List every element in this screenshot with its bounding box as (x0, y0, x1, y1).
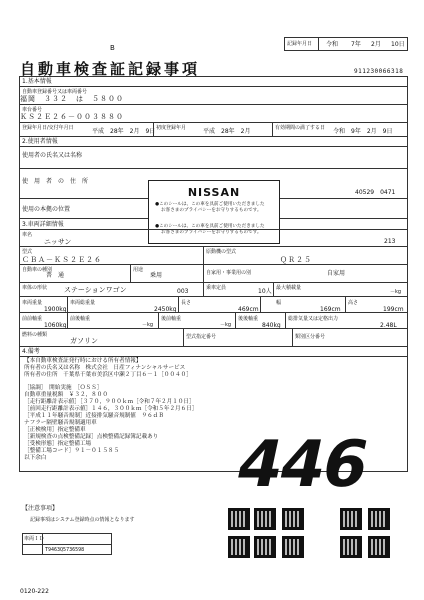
gross-weight-label: 車両総重量 (70, 300, 96, 306)
qr-code-icon (228, 508, 250, 530)
gross-weight-value: 2450kg (154, 306, 177, 313)
first-reg-label: 登録年月日/交付年月日 (22, 125, 74, 131)
remarks-block (24, 358, 197, 462)
remarks-line: 自動車重量税額 ￥３２，８００ (24, 392, 108, 398)
class-label: 類別区分番号 (295, 334, 326, 340)
max-load-value: －kg (390, 289, 402, 295)
record-date-label: 記録年月日 (287, 41, 313, 47)
qr-code-icon (228, 536, 250, 558)
weight-value: 1900kg (44, 306, 67, 313)
qr-code-icon (282, 508, 304, 530)
remarks-line: ［整備工場コード］９１－０１５８５ (24, 448, 120, 454)
model-label: 型式 (22, 249, 33, 255)
rear-axle-value: 840kg (262, 322, 281, 329)
capacity-value: 10人 (258, 288, 272, 295)
maker-label: 車名 (22, 232, 33, 238)
displacement-label: 総排気量又は定格出力 (288, 316, 339, 322)
qr-code-icon (368, 508, 390, 530)
vehicle-type-value: 普 通 (46, 272, 65, 279)
notice-heading: 【注意事項】 (22, 505, 59, 512)
fuel-value: ガソリン (70, 337, 98, 345)
remarks-line: 【本自動車検査証発行時における所有者情報】 (24, 358, 142, 364)
vehicle-type-label: 自動車の種別 (22, 267, 53, 273)
length-value: 469cm (238, 306, 259, 313)
sticker-note-line2: お客さまのプライバシーをお守りするものです。 (161, 208, 262, 213)
front-axle-value: 1060kg (44, 322, 67, 329)
record-date-era: 令和 (326, 41, 339, 48)
body-shape-value: ステーションワゴン (64, 286, 127, 294)
rear-axle-label: 後後軸重 (238, 316, 259, 322)
record-date-year: 7年 (351, 41, 361, 48)
private-value: 自家用 (327, 270, 346, 277)
b-mark: B (110, 44, 115, 52)
first-reg-value: 平成 28年 2月 9日 (92, 128, 156, 135)
model-value: ＣＢＡ－ＫＳ２Ｅ２６ (22, 256, 102, 264)
nissan-privacy-sticker (148, 180, 280, 244)
use-value: 乗用 (150, 272, 163, 279)
remarks-line: ［協調］ 開始実施 ［ＯＳＳ］ (24, 385, 103, 391)
expiry-value: 令和 9年 2月 9日 (333, 128, 393, 135)
record-date-day: 10日 (391, 41, 405, 48)
displacement-value: 2.48L (380, 322, 397, 329)
remarks-line: ［新規検査の点検整備記録］点検整備記録簿記載あり (24, 434, 159, 440)
remarks-line: ［平成１１年騒音規制］近接排気騒音規制値 ９６ｄＢ (24, 413, 164, 419)
first-year-value: 平成 28年 2月 (203, 128, 251, 135)
reg-number-value: 福岡 ３３２ は ５８００ (20, 95, 124, 103)
section4-heading: 4.備考 (22, 348, 40, 355)
remarks-line: 所有者の氏名又は名称 株式会社 日産フィナンシャルサービス (24, 365, 186, 371)
sticker-note-line3: ●このシールは、この車を具前ご使用いただきました (155, 224, 265, 229)
chassis-value: ＫＳ２Ｅ２６－００３８８０ (20, 113, 124, 121)
rear-front-axle-label: 後前軸重 (161, 316, 182, 322)
model-spec-label: 型式指定番号 (186, 334, 217, 340)
remarks-line: ナフラー隔壁騒音規制適用車 (24, 420, 97, 426)
front-rear-axle-value: －kg (142, 322, 154, 328)
document-number: 911230066318 (354, 68, 404, 75)
qr-code-icon (282, 536, 304, 558)
body-shape-label: 車体の形状 (22, 285, 48, 291)
use-label: 用途 (133, 267, 144, 273)
first-year-label: 初度登録年月 (156, 125, 187, 131)
nissan-logo: NISSAN (187, 186, 241, 199)
vehicle-id-value: T9463Q5736598 (45, 547, 85, 553)
body-shape-code: 003 (177, 288, 189, 295)
width-label: 幅 (276, 300, 282, 306)
private-label: 自家用・事業用の別 (206, 270, 252, 276)
reg-number-label: 自動車登録番号又は車両番号 (22, 89, 88, 95)
section3-heading: 3.車両詳細情報 (22, 221, 64, 228)
page-code: 0120-222 (20, 588, 49, 595)
weight-label: 車両重量 (22, 300, 43, 306)
expiry-label: 有効期間の満了する日 (275, 125, 326, 131)
engine-label: 原動機の型式 (206, 249, 237, 255)
qr-code-icon (254, 508, 276, 530)
front-rear-axle-label: 前後軸重 (70, 316, 91, 322)
sticker-note-line1: ●このシールは、この車を具前ご使用いただきました (155, 202, 265, 207)
document-title: 自動車検査証記録事項 (20, 60, 201, 78)
engine-value: ＱＲ２５ (280, 256, 312, 264)
address-code: 40529 0471 (355, 189, 396, 196)
max-load-label: 最大積載量 (276, 285, 302, 291)
remarks-line: ［走行距離計表示値］［３７０，９００ｋｍ［令和７年２月１０日］ (24, 399, 195, 405)
width-value: 169cm (320, 306, 341, 313)
section1-heading: 1.基本情報 (22, 78, 52, 85)
fuel-label: 燃料の種類 (22, 332, 48, 338)
front-axle-label: 前前軸重 (22, 316, 43, 322)
record-date-month: 2月 (371, 41, 381, 48)
qr-code-icon (254, 536, 276, 558)
remarks-line: ［受検形態］指定整備工場 (24, 441, 92, 447)
length-label: 長さ (181, 300, 192, 306)
maker-value: ニッサン (44, 238, 72, 246)
remarks-line: ［前回走行距離計表示値］１４６，３００ｋｍ［令和５年２月６日］ (24, 406, 198, 412)
user-name-label: 使用者の氏名又は名称 (22, 152, 83, 159)
remarks-line: 所有者の住所 千葉県千葉市美浜区中瀬２丁目６－１［００４０］ (24, 372, 192, 378)
qr-code-icon (368, 536, 390, 558)
rear-front-axle-value: －kg (220, 322, 232, 328)
vehicle-id-label: 車両ＩＤ (24, 536, 45, 542)
base-location-label: 使用の本拠の位置 (22, 206, 71, 213)
height-value: 199cm (383, 306, 404, 313)
capacity-label: 乗車定員 (206, 285, 227, 291)
section2-heading: 2.使用者情報 (22, 138, 58, 145)
handwritten-number: 446 (230, 428, 374, 502)
remarks-line: ［正検検用］指定整備車 (24, 427, 86, 433)
chassis-label: 車台番号 (22, 107, 43, 113)
notice-text: 記録事項はシステム登録時点の情報となります (30, 517, 135, 523)
user-address-label: 使 用 者 の 住 所 (22, 178, 89, 185)
qr-code-icon (340, 508, 362, 530)
remarks-line: 以下余白 (24, 455, 47, 461)
qr-code-icon (340, 536, 362, 558)
height-label: 高さ (348, 300, 359, 306)
maker-code: 213 (384, 238, 396, 245)
sticker-note-line4: お客さまのプライバシーをお守りするものです。 (161, 230, 262, 235)
